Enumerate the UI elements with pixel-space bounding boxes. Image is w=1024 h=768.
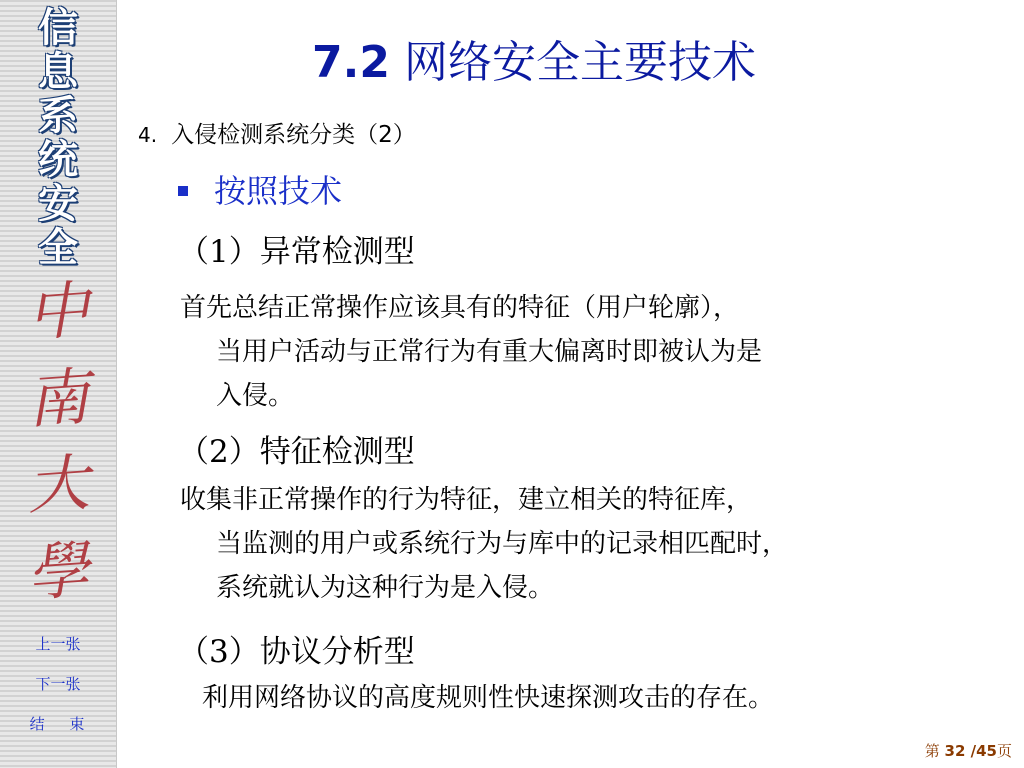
paragraph-line: 收集非正常操作的行为特征，建立相关的特征库， bbox=[180, 485, 753, 515]
sidebar-title-char: 安 bbox=[38, 181, 78, 227]
section-heading-text: 入侵检测系统分类（2） bbox=[171, 122, 416, 148]
bullet-item bbox=[178, 166, 342, 212]
paragraph-line: 当用户活动与正常行为有重大偏离时即被认为是 bbox=[216, 337, 763, 367]
slide-title bbox=[312, 26, 756, 90]
paragraph-line: 当监测的用户或系统行为与库中的记录相匹配时， bbox=[216, 529, 789, 559]
slide-title-number: 7.2 bbox=[312, 37, 390, 88]
logo-char: 南 bbox=[24, 359, 92, 437]
logo-char: 大 bbox=[24, 446, 92, 524]
subsection-label: （2）特征检测型 bbox=[178, 434, 415, 470]
logo-char: 中 bbox=[24, 272, 92, 351]
sidebar-title-char: 息 bbox=[38, 49, 78, 95]
page-suffix: 页 bbox=[996, 742, 1012, 760]
subsection-paragraph bbox=[180, 478, 788, 610]
university-calligraphy-logo bbox=[12, 272, 104, 612]
page-prefix: 第 bbox=[924, 742, 945, 760]
page-number bbox=[925, 740, 1012, 761]
page-total: 45 bbox=[976, 742, 997, 760]
section-heading bbox=[138, 116, 416, 149]
sidebar-course-title bbox=[8, 6, 108, 270]
next-slide-link[interactable]: 下一张 bbox=[35, 675, 81, 693]
logo-char: 學 bbox=[24, 532, 92, 611]
sidebar-title-char: 全 bbox=[38, 225, 78, 271]
subsection-paragraph bbox=[202, 676, 774, 720]
slide-title-text: 网络安全主要技术 bbox=[389, 37, 756, 88]
square-bullet-icon bbox=[178, 186, 188, 196]
bullet-text: 按照技术 bbox=[214, 172, 343, 210]
subsection-label: （1）异常检测型 bbox=[178, 234, 415, 270]
sidebar bbox=[0, 0, 117, 768]
sidebar-title-char: 统 bbox=[38, 137, 78, 183]
prev-slide-link[interactable]: 上一张 bbox=[35, 635, 81, 653]
page-current: 32 bbox=[944, 742, 966, 760]
page-separator: / bbox=[965, 742, 977, 760]
subsection-label: （3）协议分析型 bbox=[178, 634, 415, 670]
end-show-link[interactable]: 结 束 bbox=[29, 715, 95, 733]
paragraph-line: 首先总结正常操作应该具有的特征（用户轮廓）， bbox=[180, 293, 740, 323]
section-heading-number: 4. bbox=[138, 123, 158, 147]
paragraph-line: 入侵。 bbox=[216, 381, 295, 411]
sidebar-title-char: 系 bbox=[38, 93, 78, 139]
paragraph-line: 利用网络协议的高度规则性快速探测攻击的存在。 bbox=[202, 683, 775, 713]
subsection-paragraph bbox=[180, 286, 762, 418]
paragraph-line: 系统就认为这种行为是入侵。 bbox=[216, 573, 555, 603]
sidebar-title-char: 信 bbox=[38, 5, 78, 51]
